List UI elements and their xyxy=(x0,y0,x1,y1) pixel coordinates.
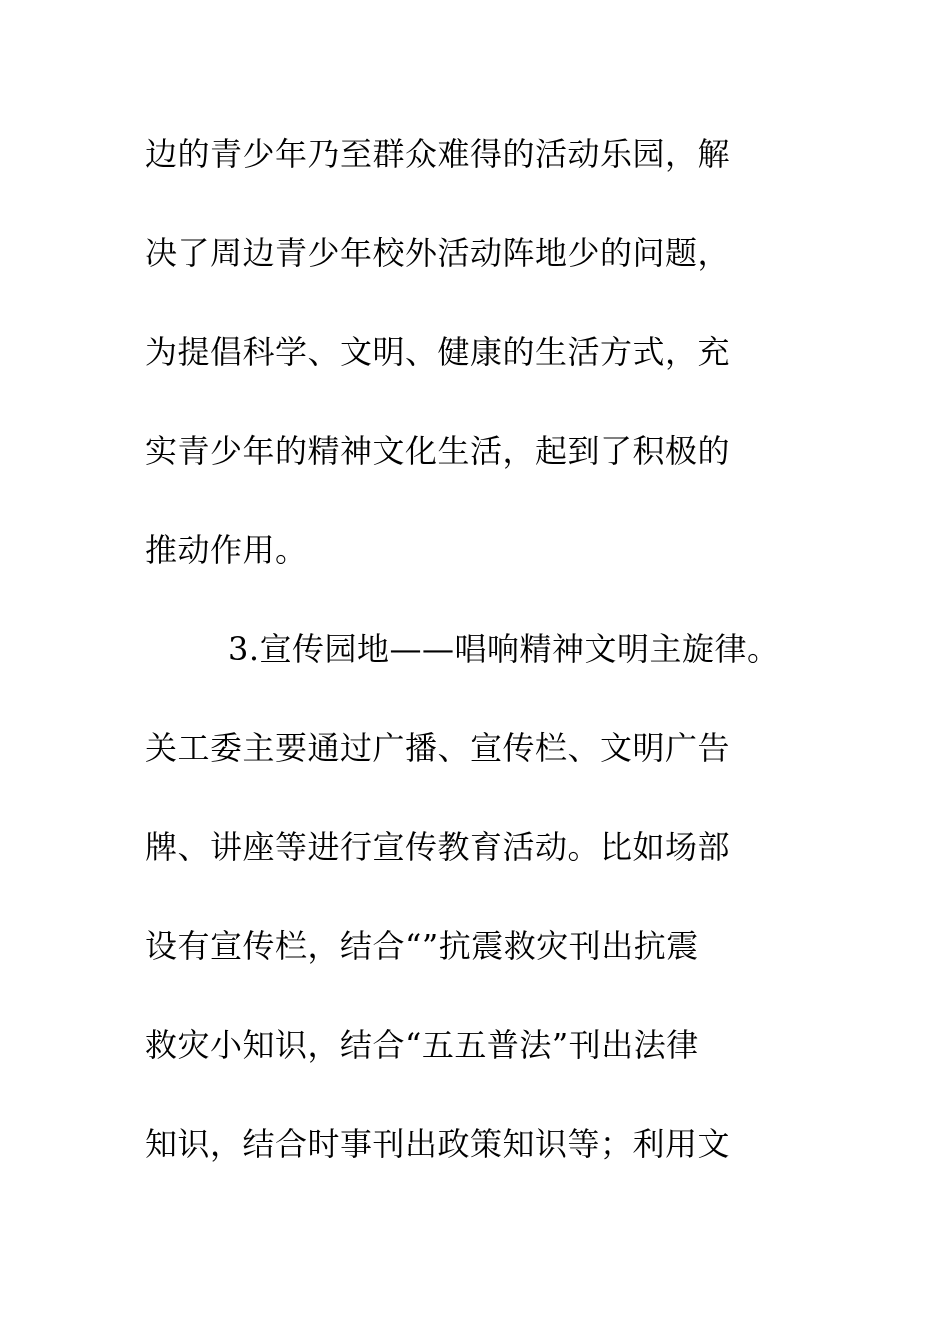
text-line: 救灾小知识，结合“五五普法”刊出法律 xyxy=(145,1026,699,1064)
text-line: 为提倡科学、文明、健康的生活方式，充 xyxy=(145,333,731,371)
text-line: 关工委主要通过广播、宣传栏、文明广告 xyxy=(145,729,731,767)
text-line: 决了周边青少年校外活动阵地少的问题， xyxy=(145,234,731,272)
text-line: 推动作用。 xyxy=(145,531,308,569)
text-line: 边的青少年乃至群众难得的活动乐园，解 xyxy=(145,135,731,173)
text-line: 实青少年的精神文化生活，起到了积极的 xyxy=(145,432,731,470)
text-line: 知识，结合时事刊出政策知识等；利用文 xyxy=(145,1125,731,1163)
text-line: 设有宣传栏，结合“”抗震救灾刊出抗震 xyxy=(145,927,699,965)
section-heading: 3.宣传园地——唱响精神文明主旋律。 xyxy=(228,630,780,668)
text-line: 牌、讲座等进行宣传教育活动。比如场部 xyxy=(145,828,731,866)
